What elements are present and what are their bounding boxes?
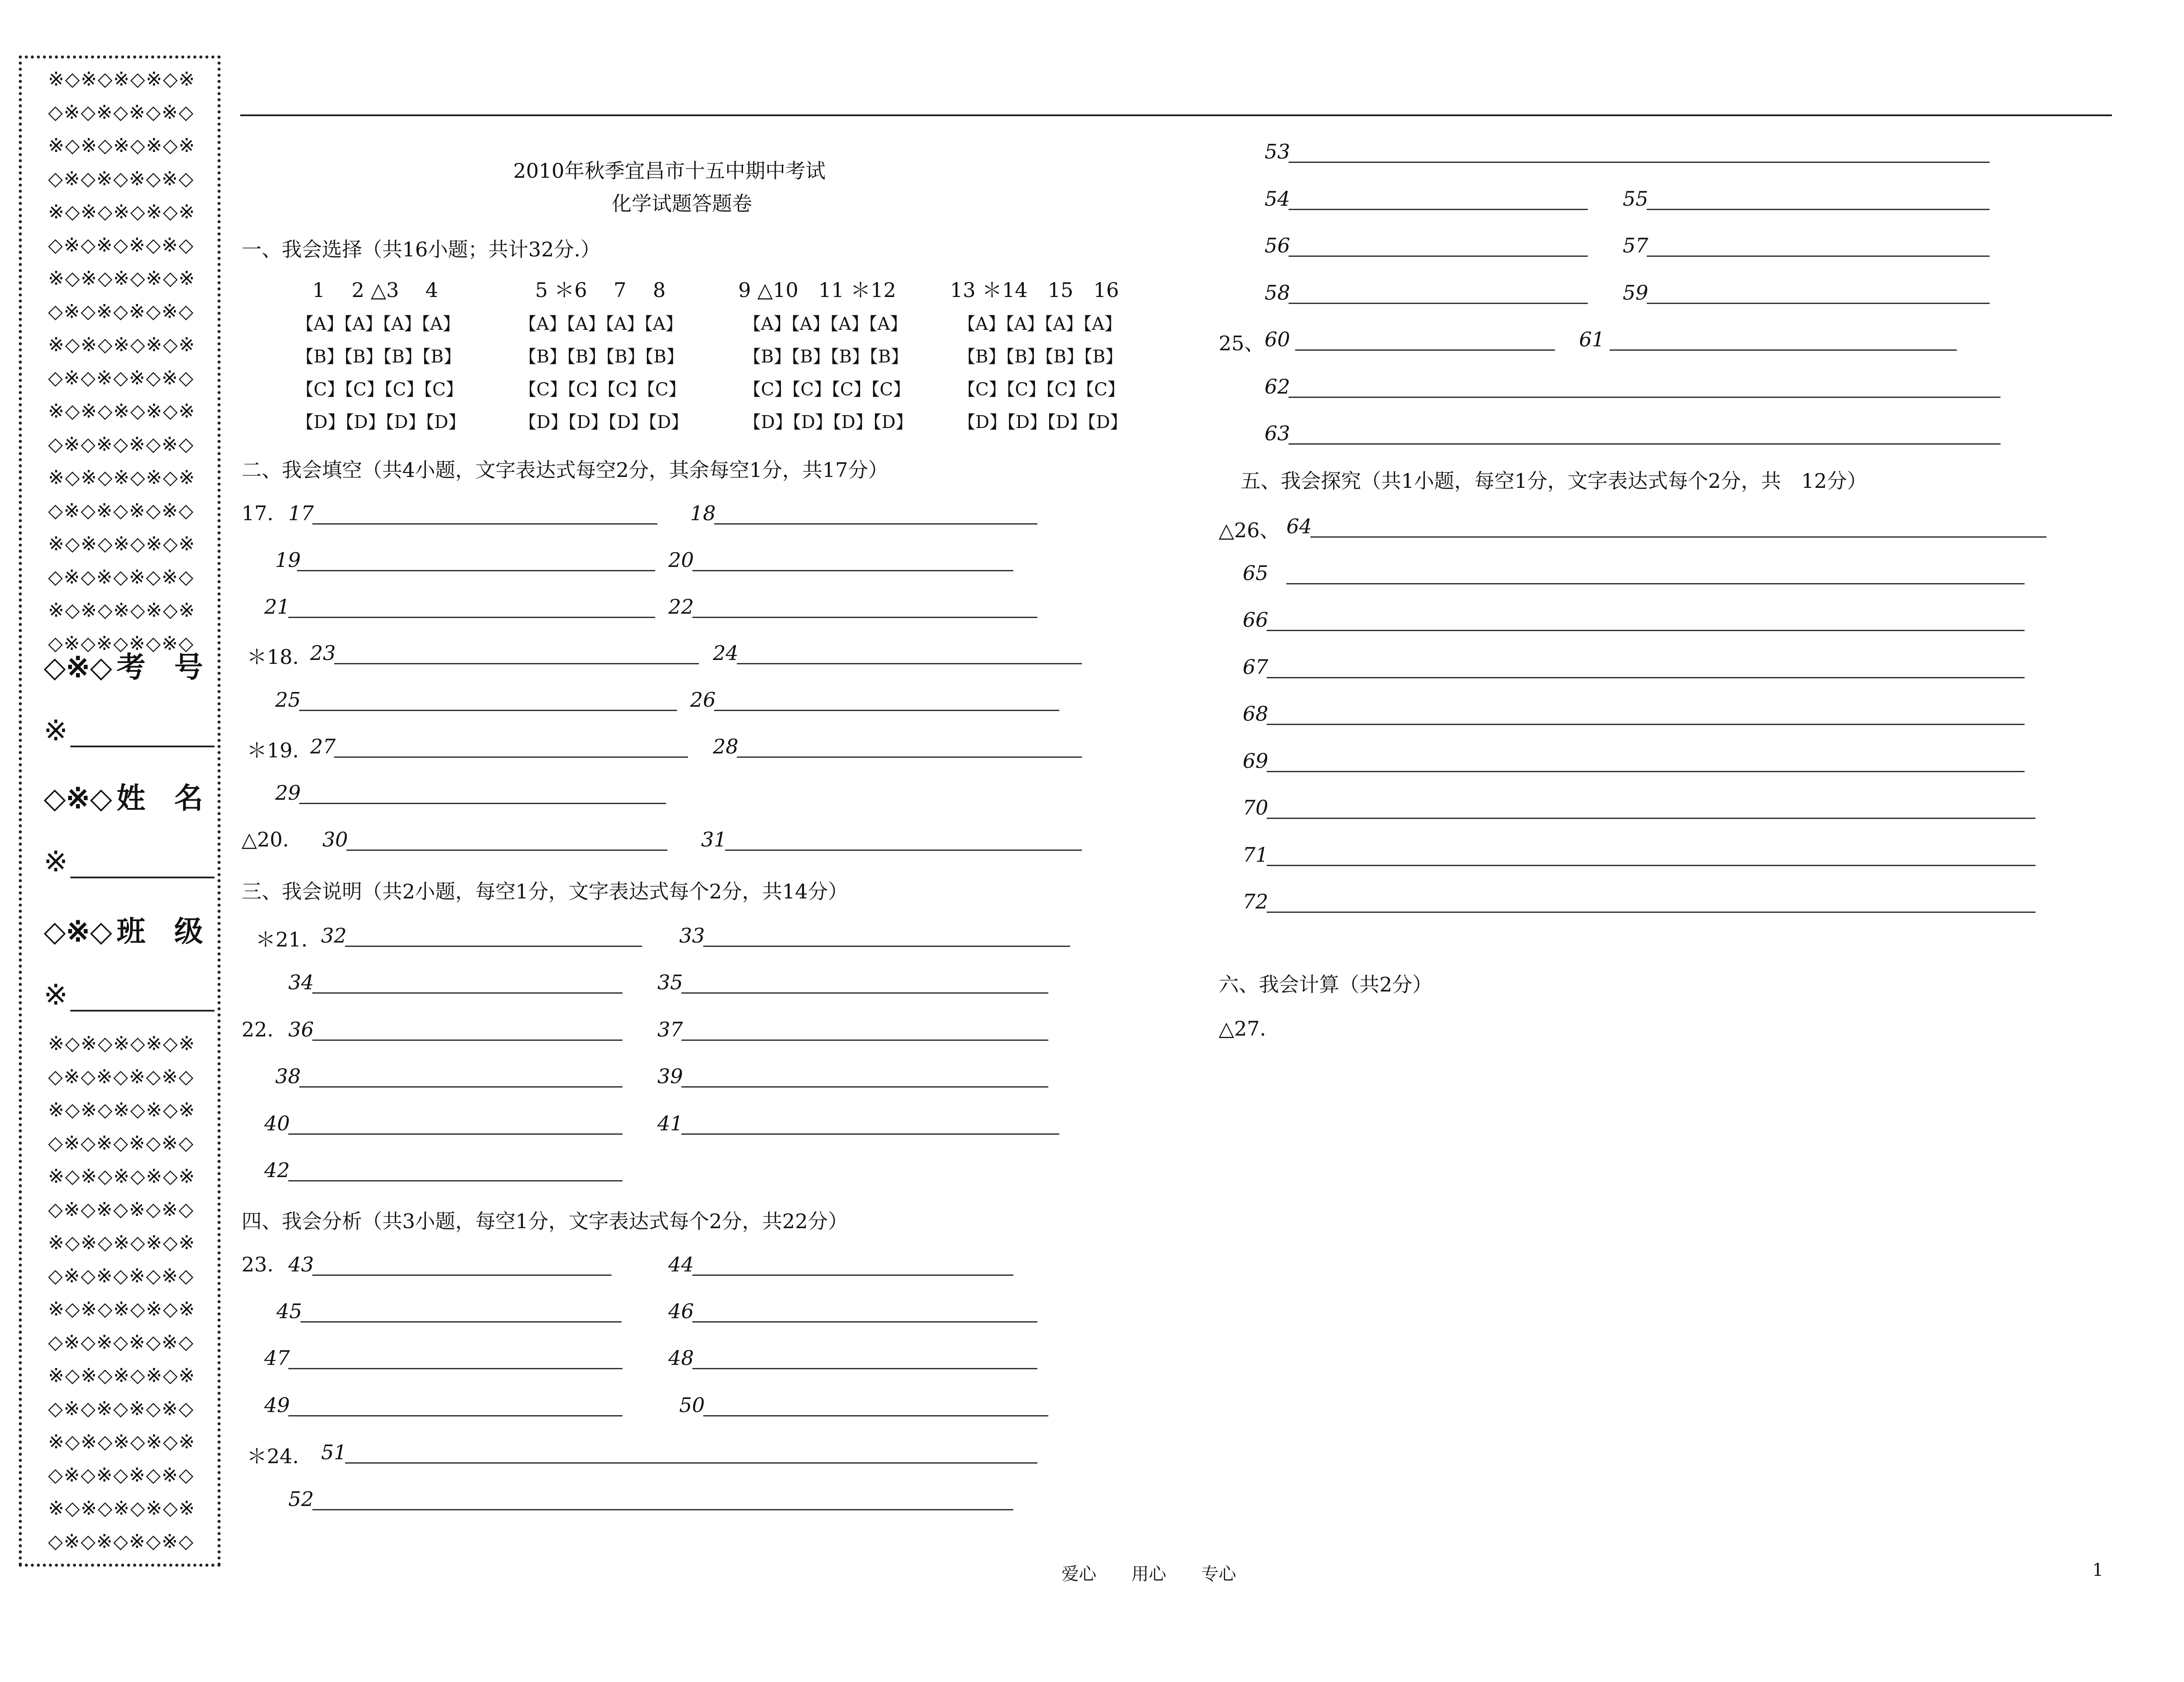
- question-number: ＊18.: [247, 645, 299, 669]
- seal-pattern: ◇※◇※◇※◇※◇: [48, 1265, 194, 1287]
- seal-pattern: ◇※◇※◇※◇※◇: [48, 168, 194, 190]
- page-title: 2010年秋季宜昌市十五中期中考试: [513, 159, 826, 183]
- blank-number: 68: [1243, 702, 1268, 725]
- blank-number: 26: [690, 688, 716, 711]
- blank-number: 61: [1579, 328, 1605, 351]
- blank-number: 47: [264, 1346, 290, 1370]
- answer-blank[interactable]: [681, 1086, 1048, 1088]
- seal-strip: [19, 55, 221, 1567]
- blank-number: 36: [288, 1018, 314, 1041]
- seal-pattern: ◇※◇※◇※◇※◇: [48, 1464, 194, 1486]
- blank-number: 49: [264, 1393, 290, 1417]
- blank-number: 59: [1623, 281, 1648, 304]
- page-number: 1: [2092, 1560, 2104, 1580]
- answer-blank[interactable]: [1289, 303, 1588, 304]
- blank-number: 34: [288, 971, 314, 994]
- choice-option-row[interactable]: 【B】【B】【B】【B】: [743, 347, 909, 367]
- question-number: ＊24.: [247, 1444, 299, 1468]
- answer-blank[interactable]: [737, 756, 1082, 758]
- blank-number: 70: [1243, 796, 1268, 819]
- answer-blank[interactable]: [714, 523, 1037, 525]
- blank-number: 60: [1265, 328, 1290, 351]
- seal-pattern: ※◇※◇※◇※◇※: [48, 68, 196, 90]
- seal-pattern: ※◇※◇※◇※◇※: [48, 466, 196, 489]
- answer-blank[interactable]: [1289, 397, 2001, 398]
- seal-pattern: ◇※◇※◇※◇※◇: [48, 1530, 194, 1553]
- blank-number: 31: [701, 828, 727, 851]
- choice-option-row[interactable]: 【D】【D】【D】【D】: [958, 412, 1128, 432]
- seal-pattern: ◇※◇※◇※◇※◇: [48, 632, 194, 655]
- seal-pattern: ※◇※◇※◇※◇※: [48, 1232, 196, 1254]
- answer-blank[interactable]: [681, 992, 1048, 994]
- seal-pattern: ◇※◇※◇※◇※◇: [48, 300, 194, 323]
- seal-pattern: ※◇※◇※◇※◇※: [48, 1431, 196, 1453]
- class-label: ◇※◇ 班 级: [44, 914, 203, 948]
- blank-number: 71: [1243, 843, 1268, 867]
- header-rule: [240, 114, 2112, 116]
- blank-number: 18: [690, 501, 716, 525]
- choice-option-row[interactable]: 【A】【A】【A】【A】: [296, 314, 460, 334]
- answer-blank[interactable]: [692, 1368, 1037, 1369]
- answer-blank[interactable]: [1267, 771, 2025, 772]
- answer-blank[interactable]: [1647, 209, 1990, 210]
- answer-blank[interactable]: [299, 1086, 622, 1088]
- answer-blank[interactable]: [312, 1274, 612, 1276]
- seal-pattern: ※◇※◇※◇※◇※: [48, 1165, 196, 1188]
- answer-blank[interactable]: [1289, 209, 1588, 210]
- answer-blank[interactable]: [312, 992, 622, 994]
- answer-blank[interactable]: [1267, 865, 2035, 866]
- answer-blank[interactable]: [1647, 256, 1990, 257]
- blank-number: 57: [1623, 234, 1648, 257]
- blank-number: 64: [1286, 515, 1312, 538]
- answer-blank[interactable]: [1286, 583, 2025, 584]
- seal-pattern: ◇※◇※◇※◇※◇: [48, 566, 194, 588]
- seal-pattern: ※◇※◇※◇※◇※: [48, 135, 196, 157]
- choice-group-header: 9 △10 11 ＊12: [738, 278, 896, 302]
- answer-blank[interactable]: [1647, 303, 1990, 304]
- blank-number: 52: [288, 1487, 314, 1511]
- blank-number: 66: [1243, 608, 1268, 632]
- seal-pattern: ※◇※◇※◇※◇※: [48, 1364, 196, 1387]
- class-field[interactable]: ※: [44, 978, 214, 1012]
- answer-blank[interactable]: [299, 710, 677, 711]
- choice-option-row[interactable]: 【A】【A】【A】【A】: [743, 314, 908, 334]
- blank-number: 25: [275, 688, 301, 711]
- seal-pattern: ※◇※◇※◇※◇※: [48, 1033, 196, 1055]
- seal-pattern: ◇※◇※◇※◇※◇: [48, 1398, 194, 1420]
- blank-number: 41: [657, 1112, 683, 1135]
- answer-blank[interactable]: [312, 523, 657, 525]
- question-number: △20.: [242, 828, 289, 851]
- section-explore-heading: 五、我会探究（共1小题，每空1分，文字表达式每个2分，共 12分）: [1241, 469, 1867, 493]
- answer-blank[interactable]: [1289, 256, 1588, 257]
- question-number: 25、: [1219, 332, 1265, 355]
- blank-number: 51: [321, 1440, 347, 1464]
- answer-blank[interactable]: [1267, 912, 2035, 913]
- seal-pattern: ※◇※◇※◇※◇※: [48, 400, 196, 422]
- blank-number: 24: [713, 641, 739, 665]
- blank-number: 22: [668, 595, 694, 618]
- answer-blank[interactable]: [334, 663, 699, 664]
- choice-option-row[interactable]: 【B】【B】【B】【B】: [958, 347, 1123, 367]
- blank-number: 35: [657, 971, 683, 994]
- choice-option-row[interactable]: 【D】【D】【D】【D】: [519, 412, 689, 432]
- question-number: ＊19.: [247, 739, 299, 762]
- page-subtitle: 化学试题答题卷: [612, 192, 752, 215]
- seal-pattern: ◇※◇※◇※◇※◇: [48, 1132, 194, 1154]
- answer-blank[interactable]: [299, 803, 666, 804]
- answer-blank[interactable]: [334, 756, 688, 758]
- answer-blank[interactable]: [288, 1368, 622, 1369]
- blank-number: 69: [1243, 749, 1268, 773]
- answer-blank[interactable]: [345, 1462, 1037, 1464]
- choice-option-row[interactable]: 【C】【C】【C】【C】: [519, 380, 686, 400]
- question-number: 17.: [242, 501, 274, 525]
- answer-blank[interactable]: [737, 663, 1082, 664]
- answer-blank[interactable]: [1267, 818, 2035, 819]
- blank-number: 19: [275, 548, 301, 572]
- blank-number: 32: [321, 924, 347, 947]
- seal-pattern: ※◇※◇※◇※◇※: [48, 267, 196, 290]
- blank-number: 44: [668, 1253, 694, 1276]
- answer-blank[interactable]: [692, 1321, 1037, 1323]
- blank-number: 65: [1243, 561, 1268, 585]
- blank-number: 28: [713, 735, 739, 758]
- name-label: ◇※◇ 姓 名: [44, 781, 203, 815]
- name-field[interactable]: ※: [44, 845, 214, 878]
- seal-pattern: ※◇※◇※◇※◇※: [48, 201, 196, 223]
- blank-number: 58: [1265, 281, 1290, 304]
- blank-number: 48: [668, 1346, 694, 1370]
- choice-option-row[interactable]: 【C】【C】【C】【C】: [743, 380, 911, 400]
- seal-pattern: ◇※◇※◇※◇※◇: [48, 1198, 194, 1221]
- blank-number: 29: [275, 781, 301, 805]
- choice-option-row[interactable]: 【D】【D】【D】【D】: [296, 412, 466, 432]
- seal-pattern: ※◇※◇※◇※◇※: [48, 533, 196, 555]
- answer-blank[interactable]: [345, 946, 642, 947]
- answer-blank[interactable]: [312, 1509, 1013, 1510]
- answer-blank[interactable]: [288, 617, 655, 618]
- answer-blank[interactable]: [692, 1274, 1013, 1276]
- seal-pattern: ※◇※◇※◇※◇※: [48, 1099, 196, 1121]
- answer-blank[interactable]: [346, 850, 667, 851]
- choice-option-row[interactable]: 【B】【B】【B】【B】: [296, 347, 461, 367]
- choice-group-header: 13 ＊14 15 16: [950, 278, 1119, 302]
- section-analysis-heading: 四、我会分析（共3小题，每空1分，文字表达式每个2分，共22分）: [242, 1209, 848, 1233]
- question-number: △26、: [1219, 518, 1280, 542]
- question-number: 23.: [242, 1253, 274, 1276]
- answer-blank[interactable]: [1295, 349, 1555, 351]
- seal-pattern: ※◇※◇※◇※◇※: [48, 599, 196, 622]
- answer-blank[interactable]: [288, 1133, 622, 1135]
- exam-number-label: ◇※◇ 考 号: [44, 650, 203, 684]
- answer-blank[interactable]: [1310, 536, 2046, 538]
- answer-blank[interactable]: [288, 1415, 622, 1416]
- blank-number: 63: [1265, 421, 1290, 445]
- choice-option-row[interactable]: 【A】【A】【A】【A】: [958, 314, 1122, 334]
- blank-number: 38: [275, 1064, 301, 1088]
- seal-pattern: ◇※◇※◇※◇※◇: [48, 500, 194, 522]
- answer-blank[interactable]: [725, 850, 1082, 851]
- choice-option-row[interactable]: 【A】【A】【A】【A】: [519, 314, 683, 334]
- blank-number: 43: [288, 1253, 314, 1276]
- answer-blank[interactable]: [1289, 162, 1990, 163]
- blank-number: 33: [679, 924, 705, 947]
- section-calc-heading: 六、我会计算（共2分）: [1219, 973, 1433, 996]
- footer-motto: 爱心 用心 专心: [1061, 1564, 1236, 1584]
- section-explain-heading: 三、我会说明（共2小题，每空1分，文字表达式每个2分，共14分）: [242, 880, 848, 903]
- answer-blank[interactable]: [692, 617, 1037, 618]
- blank-number: 40: [264, 1112, 290, 1135]
- section-fill-heading: 二、我会填空（共4小题，文字表达式每空2分，其余每空1分，共17分）: [242, 458, 888, 482]
- blank-number: 17: [288, 501, 314, 525]
- answer-blank[interactable]: [714, 710, 1059, 711]
- answer-blank[interactable]: [681, 1040, 1048, 1041]
- blank-number: 50: [679, 1393, 705, 1417]
- blank-number: 21: [264, 595, 290, 618]
- exam-number-field[interactable]: ※: [44, 714, 214, 747]
- answer-blank[interactable]: [1267, 630, 2025, 631]
- blank-number: 30: [322, 828, 348, 851]
- question-number: ＊21.: [256, 928, 308, 951]
- section-choice-heading: 一、我会选择（共16小题；共计32分.）: [242, 238, 601, 261]
- blank-number: 62: [1265, 375, 1290, 398]
- blank-number: 42: [264, 1158, 290, 1182]
- blank-number: 67: [1243, 655, 1268, 679]
- seal-pattern: ◇※◇※◇※◇※◇: [48, 1066, 194, 1088]
- blank-number: 23: [310, 641, 336, 665]
- seal-pattern: ◇※◇※◇※◇※◇: [48, 1331, 194, 1354]
- answer-blank[interactable]: [301, 1321, 622, 1323]
- answer-blank[interactable]: [1267, 724, 2025, 725]
- answer-blank[interactable]: [297, 570, 655, 571]
- answer-blank[interactable]: [312, 1040, 622, 1041]
- seal-pattern: ※◇※◇※◇※◇※: [48, 1298, 196, 1320]
- blank-number: 53: [1265, 140, 1290, 163]
- choice-option-row[interactable]: 【C】【C】【C】【C】: [958, 380, 1125, 400]
- answer-blank[interactable]: [288, 1180, 622, 1181]
- seal-pattern: ◇※◇※◇※◇※◇: [48, 234, 194, 256]
- blank-number: 46: [668, 1299, 694, 1323]
- choice-option-row[interactable]: 【D】【D】【D】【D】: [743, 412, 913, 432]
- answer-blank[interactable]: [1289, 443, 2001, 445]
- seal-pattern: ※◇※◇※◇※◇※: [48, 1497, 196, 1520]
- blank-number: 39: [657, 1064, 683, 1088]
- seal-pattern: ◇※◇※◇※◇※◇: [48, 367, 194, 389]
- blank-number: 37: [657, 1018, 683, 1041]
- answer-blank[interactable]: [1610, 349, 1957, 351]
- answer-blank[interactable]: [703, 946, 1070, 947]
- choice-option-row[interactable]: 【C】【C】【C】【C】: [296, 380, 463, 400]
- blank-number: 54: [1265, 187, 1290, 211]
- answer-blank[interactable]: [681, 1133, 1059, 1135]
- blank-number: 45: [276, 1299, 302, 1323]
- blank-number: 20: [668, 548, 694, 572]
- answer-blank[interactable]: [1267, 677, 2025, 678]
- blank-number: 72: [1243, 890, 1268, 913]
- question-number: △27.: [1219, 1017, 1266, 1040]
- seal-pattern: ◇※◇※◇※◇※◇: [48, 101, 194, 124]
- seal-pattern: ◇※◇※◇※◇※◇: [48, 433, 194, 456]
- question-number: 22.: [242, 1018, 274, 1041]
- blank-number: 55: [1623, 187, 1648, 211]
- seal-pattern: ※◇※◇※◇※◇※: [48, 334, 196, 356]
- answer-blank[interactable]: [692, 570, 1013, 571]
- choice-group-header: 5 ＊6 7 8: [535, 278, 666, 302]
- answer-blank[interactable]: [703, 1415, 1048, 1416]
- blank-number: 27: [310, 735, 336, 758]
- blank-number: 56: [1265, 234, 1290, 257]
- choice-option-row[interactable]: 【B】【B】【B】【B】: [519, 347, 684, 367]
- choice-group-header: 1 2 △3 4: [312, 278, 439, 302]
